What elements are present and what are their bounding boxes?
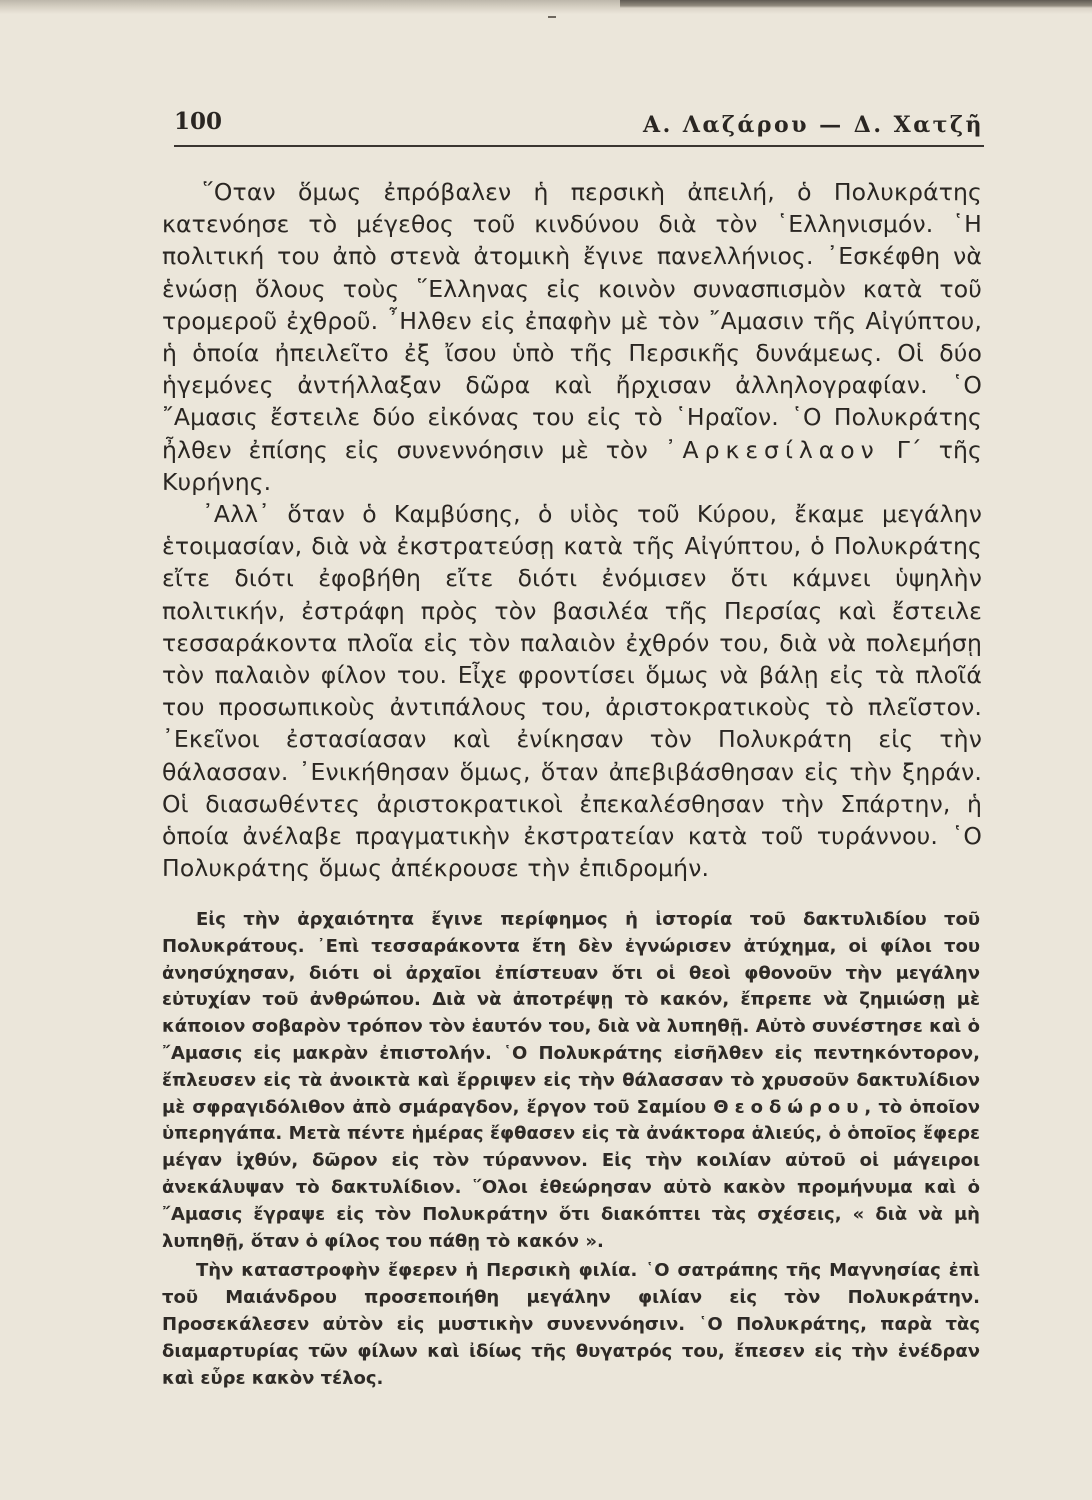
page-number: 100 bbox=[174, 108, 223, 135]
spaced-name-theodoros: Θεοδώρου bbox=[713, 1096, 865, 1118]
main-text bbox=[162, 176, 982, 884]
spaced-name-arkesilaos: ᾿Αρκεσίλαον bbox=[664, 435, 880, 464]
page-header bbox=[174, 108, 984, 148]
page-top-shadow bbox=[620, 0, 1092, 8]
note-1-text-before: Εἰς τὴν ἀρχαιότητα ἔγινε περίφημος ἡ ἱστορία τοῦ δακτυλιδίου τοῦ Πολυκράτους. ᾿Επὶ τεσσαράκοντα ἔτη δὲν ἐγνώρισεν ἀτύχημα, οἱ φίλοι του ἀνησύχησαν, διότι οἱ ἀρχαῖοι ἐπίστευαν ὅτι οἱ θεοὶ φθονοῦν τὴν μεγάλην εὐτυχίαν τοῦ ἀνθρώπου. Διὰ νὰ ἀποτρέψῃ τὸ κακόν, ἔπρεπε νὰ ζημιώσῃ μὲ κάποιον σοβαρὸν τρόπον τὸν ἑαυτόν του, διὰ νὰ λυπηθῇ. Αὐτὸ συνέστησε καὶ ὁ ῎Αμασις εἰς μακρὰν ἐπιστολήν. ῾Ο Πολυκράτης εἰσῆλθεν εἰς πεντηκόντορον, ἔπλευσεν εἰς τὰ ἀνοικτὰ καὶ ἔρριψεν εἰς τὴν θάλασσαν τὸ χρυσοῦν δακτυλίδιον μὲ σφραγιδόλιθον ἀπὸ σμάραγδον, ἔργον τοῦ Σαμίου bbox=[162, 909, 980, 1118]
paragraph-1 bbox=[162, 176, 982, 498]
notes bbox=[162, 907, 980, 1392]
running-head: Α. Λαζάρου — Δ. Χατζῆ bbox=[643, 112, 984, 138]
note-2: Τὴν καταστροφὴν ἔφερεν ἡ Περσικὴ φιλία. ῾Ο σατράπης τῆς Μαγνησίας ἐπὶ τοῦ Μαιάνδρου προσεποιήθη μεγάλην φιλίαν εἰς τὸν Πολυκράτην. Προσεκάλεσεν αὐτὸν εἰς μυστικὴν συνεννόησιν. ῾Ο Πολυκράτης, παρὰ τὰς διαμαρτυρίας τῶν φίλων καὶ ἰδίως τῆς θυγατρός του, ἔπεσεν εἰς τὴν ἐνέδραν καὶ εὗρε κακὸν τέλος. bbox=[162, 1260, 980, 1389]
header-rule bbox=[174, 145, 984, 147]
note-1-text-after: , τὸ ὁποῖον ὑπερηγάπα. Μετὰ πέντε ἡμέρας ἔφθασεν εἰς τὰ ἀνάκτορα ἁλιεύς, ὁ ὁποῖος ἔφερε μέγαν ἰχθύν, δῶρον εἰς τὸν τύραννον. Εἰς τὴν κοιλίαν αὐτοῦ οἱ μάγειροι ἀνεκάλυψαν τὸ δακτυλίδιον. ῞Ολοι ἐθεώρησαν αὐτὸ κακὸν προμήνυμα καὶ ὁ ῎Αμασις ἔγραψε εἰς τὸν Πολυκράτην ὅτι διακόπτει τὰς σχέσεις, « διὰ νὰ μὴ λυπηθῇ, ὅταν ὁ φίλος του πάθῃ τὸ κακόν ». bbox=[162, 1096, 980, 1252]
note-1 bbox=[162, 907, 980, 1255]
page-top-mark bbox=[548, 16, 556, 18]
paragraph-1-text-after: Γ΄ τῆς Κυρήνης. bbox=[162, 435, 982, 496]
paragraph-2: ᾿Αλλ᾿ ὅταν ὁ Καμβύσης, ὁ υἱὸς τοῦ Κύρου, ἔκαμε μεγάλην ἑτοιμασίαν, διὰ νὰ ἐκστρατεύσῃ κατὰ τῆς Αἰγύπτου, ὁ Πολυκράτης εἴτε διότι ἐφοβήθη εἴτε διότι ἐνόμισεν ὅτι κάμνει ὑψηλὴν πολιτικήν, ἐστράφη πρὸς τὸν βασιλέα τῆς Περσίας καὶ ἔστειλε τεσσαράκοντα πλοῖα εἰς τὸν παλαιὸν ἐχθρόν του, διὰ νὰ πολεμήσῃ τὸν παλαιὸν φίλον του. Εἶχε φροντίσει ὅμως νὰ βάλῃ εἰς τὰ πλοῖά του προσωπικοὺς ἀντιπάλους του, ἀριστοκρατικοὺς τὸ πλεῖστον. ᾿Εκεῖνοι ἐστασίασαν καὶ ἐνίκησαν τὸν Πολυκράτη εἰς τὴν θάλασσαν. ᾿Ενικήθησαν ὅμως, ὅταν ἀπεβιβάσθησαν εἰς τὴν ξηράν. Οἱ διασωθέντες ἀριστοκρατικοὶ ἐπεκαλέσθησαν τὴν Σπάρτην, ἡ ὁποία ἀνέλαβε πραγματικὴν ἐκστρατείαν κατὰ τοῦ τυράννου. ῾Ο Πολυκράτης ὅμως ἀπέκρουσε τὴν ἐπιδρομήν. bbox=[162, 500, 982, 883]
paragraph-1-text-before: ῞Οταν ὅμως ἐπρόβαλεν ἡ περσικὴ ἀπειλή, ὁ Πολυκράτης κατενόησε τὸ μέγεθος τοῦ κινδύνου διὰ τὸν ῾Ελληνισμόν. ῾Η πολιτική του ἀπὸ στενὰ ἀτομικὴ ἔγινε πανελλήνιος. ᾿Εσκέφθη νὰ ἑνώσῃ ὅλους τοὺς ῞Ελληνας εἰς κοινὸν συνασπισμὸν κατὰ τοῦ τρομεροῦ ἐχθροῦ. ῏Ηλθεν εἰς ἐπαφὴν μὲ τὸν ῎Αμασιν τῆς Αἰγύπτου, ἡ ὁποία ἠπειλεῖτο ἐξ ἴσου ὑπὸ τῆς Περσικῆς δυνάμεως. Οἱ δύο ἡγεμόνες ἀντήλλαξαν δῶρα καὶ ἤρχισαν ἀλληλογραφίαν. ῾Ο ῎Αμασις ἔστειλε δύο εἰκόνας του εἰς τὸ ῾Ηραῖον. ῾Ο Πολυκράτης ἦλθεν ἐπίσης εἰς συνεννόησιν μὲ τὸν bbox=[162, 178, 982, 464]
